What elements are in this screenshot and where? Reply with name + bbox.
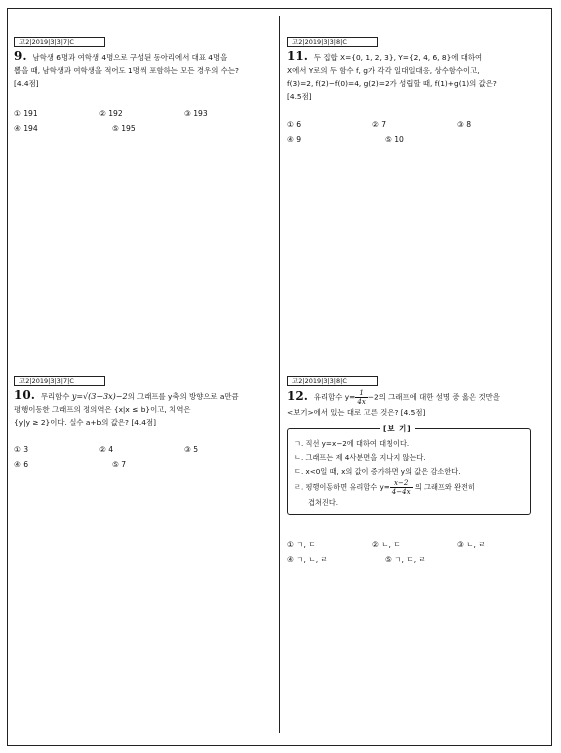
question-tag: 고2|2019|3|3|8|C xyxy=(287,376,378,386)
choice-4[interactable]: ④ ㄱ, ㄴ, ㄹ xyxy=(287,555,328,564)
question-stem: 9. 남학생 6명과 여학생 4명으로 구성된 동아리에서 대표 4명을 뽑을 때, 남학생과 여학생을 적어도 1명씩 포함하는 모든 경우의 수는? [4.4점] xyxy=(14,49,239,88)
question-tag: 고2|2019|3|3|7|C xyxy=(14,37,105,47)
answer-choices xyxy=(14,106,269,136)
bogi-box xyxy=(287,424,531,515)
column-divider xyxy=(279,16,280,733)
fraction: $\frac{1}{4x}$ xyxy=(357,389,366,406)
question-9 xyxy=(14,29,269,136)
choice-3[interactable]: ③ ㄴ, ㄹ xyxy=(457,540,486,549)
bogi-item-4: ㄹ. 평행이동하면 유리함수 y= $\frac{x-2}{4-4x}$ 의 그래프와 완전히 겹쳐진다. xyxy=(294,479,475,507)
points: [4.4점] xyxy=(131,418,156,427)
fraction: $\frac{x-2}{4-4x}$ xyxy=(391,479,411,496)
bogi-item-1: ㄱ. 직선 y=x−2에 대하여 대칭이다. xyxy=(294,439,410,448)
choice-2[interactable]: ② 7 xyxy=(372,120,387,129)
choice-5[interactable]: ⑤ 10 xyxy=(385,135,404,144)
question-stem: 10. 무리함수 y=√(3−3x)−2의 그래프를 y축의 방향으로 a만큼 평행이동한 그래프의 정의역은 {x|x ≤ b}이고, 치역은 {y|y ≥ 2}이다. 실수 a+b의 값은? [4.4점] xyxy=(14,388,239,427)
choice-1[interactable]: ① 3 xyxy=(14,445,29,454)
choice-2[interactable]: ② 192 xyxy=(99,109,123,118)
answer-choices xyxy=(287,117,542,147)
function-expression: y=√(3−3x)−2 xyxy=(71,392,128,401)
choice-3[interactable]: ③ 8 xyxy=(457,120,472,129)
question-number: 11. xyxy=(287,49,308,63)
answer-choices xyxy=(14,442,269,472)
choice-2[interactable]: ② 4 xyxy=(99,445,114,454)
bogi-title: [보 기] xyxy=(380,422,415,436)
question-12 xyxy=(287,368,542,567)
choice-4[interactable]: ④ 194 xyxy=(14,124,38,133)
choice-1[interactable]: ① 6 xyxy=(287,120,302,129)
choice-2[interactable]: ② ㄴ, ㄷ xyxy=(372,540,401,549)
question-11 xyxy=(287,29,542,147)
question-10 xyxy=(14,368,269,472)
choice-1[interactable]: ① 191 xyxy=(14,109,38,118)
question-stem: 12. 유리함수 y= $\frac{1}{4x}$ −2의 그래프에 대한 설명 중 옳은 것만을 <보기>에서 있는 대로 고른 것은? [4.5점] xyxy=(287,388,500,417)
choice-3[interactable]: ③ 193 xyxy=(184,109,208,118)
choice-4[interactable]: ④ 6 xyxy=(14,460,29,469)
points: [4.5점] xyxy=(287,92,312,101)
question-tag: 고2|2019|3|3|8|C xyxy=(287,37,378,47)
choice-5[interactable]: ⑤ ㄱ, ㄷ, ㄹ xyxy=(385,555,426,564)
answer-choices xyxy=(287,537,542,567)
choice-3[interactable]: ③ 5 xyxy=(184,445,199,454)
choice-5[interactable]: ⑤ 7 xyxy=(112,460,127,469)
points: [4.4점] xyxy=(14,79,39,88)
question-number: 9. xyxy=(14,49,27,63)
choice-4[interactable]: ④ 9 xyxy=(287,135,302,144)
question-tag: 고2|2019|3|3|7|C xyxy=(14,376,105,386)
question-number: 10. xyxy=(14,388,35,402)
question-number: 12. xyxy=(287,388,308,403)
bogi-item-2: ㄴ. 그래프는 제 4사분면을 지나지 않는다. xyxy=(294,453,426,462)
bogi-item-3: ㄷ. x<0일 때, x의 값이 증가하면 y의 값은 감소한다. xyxy=(294,467,461,476)
question-stem: 11. 두 집합 X={0, 1, 2, 3}, Y={2, 4, 6, 8}에 대하여 X에서 Y로의 두 함수 f, g가 각각 일대일대응, 상수함수이고, f(3)=2, f(2)−f(0)=4, g(2)=2가 성립할 때, f(1)+g(1)의 값은? [4.5점] xyxy=(287,49,497,101)
choice-5[interactable]: ⑤ 195 xyxy=(112,124,136,133)
points: [4.5점] xyxy=(400,408,426,417)
choice-1[interactable]: ① ㄱ, ㄷ xyxy=(287,540,316,549)
